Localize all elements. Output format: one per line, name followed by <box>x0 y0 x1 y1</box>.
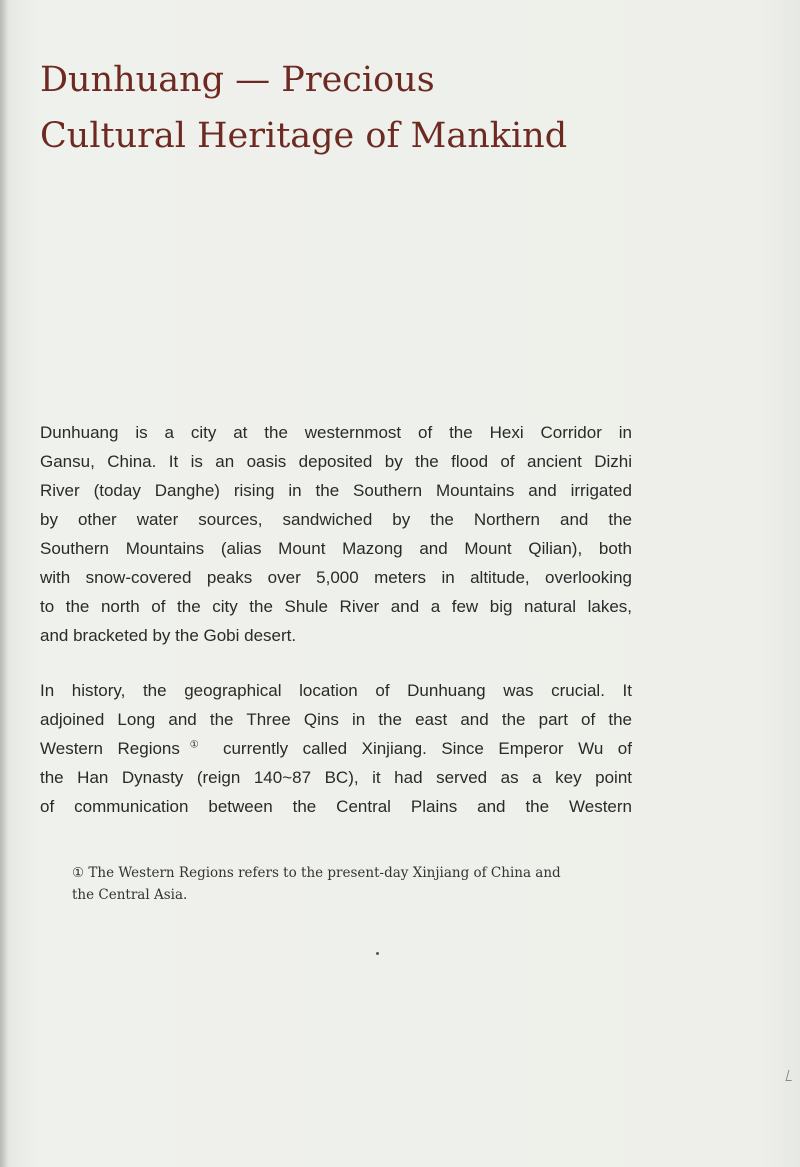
paragraph-2-line-1: In history, the geographical location of Dunhuang was crucial. It <box>40 681 632 700</box>
title-line-1: Dunhuang — Precious <box>40 60 435 100</box>
paragraph-1-line-7: to the north of the city the Shule River and a few big natural lakes, <box>40 597 632 616</box>
paragraph-1-line-4: by other water sources, sandwiched by the Northern and the <box>40 510 632 529</box>
footnote-reference[interactable]: ① <box>179 739 209 751</box>
spine-shadow <box>0 0 8 1167</box>
paragraph-2-line-4: the Han Dynasty (reign 140~87 BC), it had served as a key point <box>40 768 632 787</box>
page-title <box>40 52 660 164</box>
paragraph-2-line-3-end: currently called Xinjiang. Since Emperor Wu of <box>208 739 632 758</box>
corner-mark <box>786 1070 795 1081</box>
paragraph-1-line-8: and bracketed by the Gobi desert. <box>40 626 297 645</box>
paragraph-1-line-5: Southern Mountains (alias Mount Mazong and Mount Qilian), both <box>40 539 632 558</box>
footnote <box>72 862 634 906</box>
paragraph-2 <box>40 676 632 821</box>
paragraph-2-line-2: adjoined Long and the Three Qins in the east and the part of the <box>40 710 632 729</box>
paragraph-1-line-3: River (today Danghe) rising in the Southern Mountains and irrigated <box>40 481 632 500</box>
paragraph-1 <box>40 418 632 650</box>
paragraph-2-line-5: of communication between the Central Plains and the Western <box>40 797 632 816</box>
title-line-2: Cultural Heritage of Mankind <box>40 116 568 156</box>
paragraph-1-line-2: Gansu, China. It is an oasis deposited by the flood of ancient Dizhi <box>40 452 632 471</box>
page-speck <box>376 952 379 955</box>
footnote-line-1: ① The Western Regions refers to the present-day Xinjiang of China and <box>72 865 561 881</box>
paragraph-2-line-3 <box>40 734 632 763</box>
paragraph-2-line-3-start: Western Regions <box>40 739 180 758</box>
paragraph-1-line-1: Dunhuang is a city at the westernmost of the Hexi Corridor in <box>40 423 632 442</box>
footnote-line-2: the Central Asia. <box>72 887 188 903</box>
paragraph-1-line-6: with snow-covered peaks over 5,000 meters in altitude, overlooking <box>40 568 632 587</box>
